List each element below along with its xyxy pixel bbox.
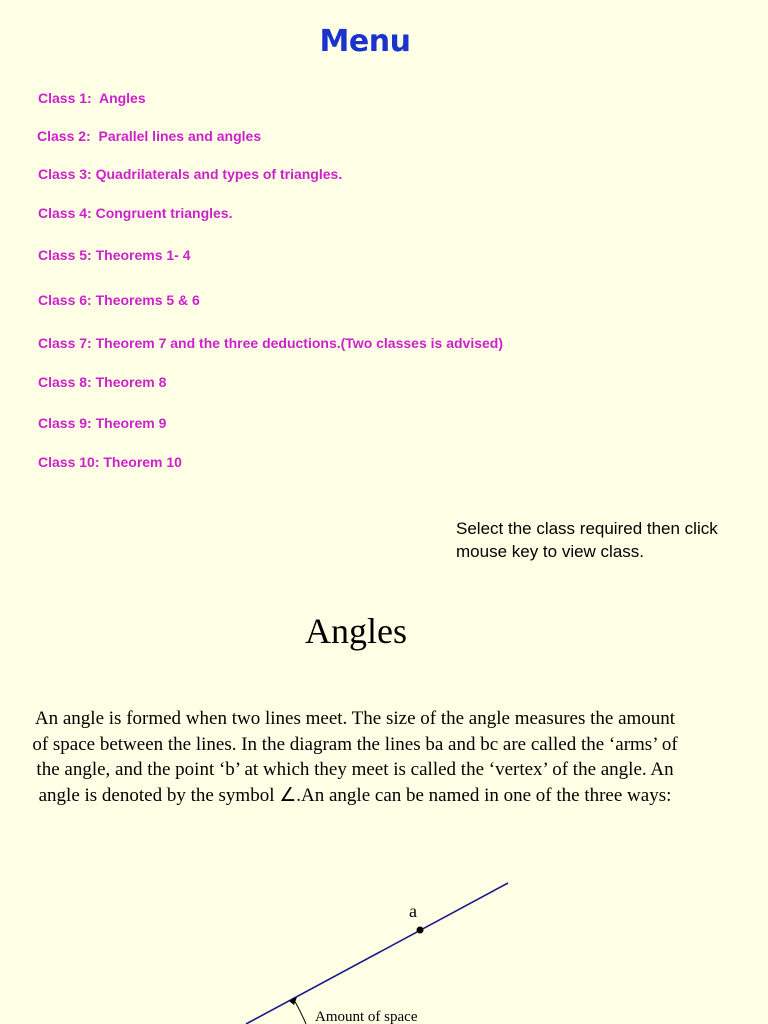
menu-item-class-8[interactable]: Class 8: Theorem 8 [38, 374, 167, 390]
menu-item-class-10[interactable]: Class 10: Theorem 10 [38, 454, 182, 470]
angle-diagram [0, 860, 768, 1024]
point-a-dot [417, 927, 424, 934]
point-a-label: a [409, 901, 417, 921]
arm-ba-line [246, 883, 508, 1024]
menu-title: Menu [319, 24, 411, 59]
section-title: Angles [305, 611, 407, 651]
menu-item-class-7[interactable]: Class 7: Theorem 7 and the three deductions.(Two classes is advised) [38, 335, 503, 351]
menu-item-class-6[interactable]: Class 6: Theorems 5 & 6 [38, 292, 200, 308]
annotation-label: Amount of space [315, 1009, 418, 1024]
menu-item-class-4[interactable]: Class 4: Congruent triangles. [38, 205, 233, 221]
menu-instruction: Select the class required then click mouse key to view class. [456, 519, 718, 561]
menu-item-class-9[interactable]: Class 9: Theorem 9 [38, 415, 167, 431]
menu-item-class-1[interactable]: Class 1: Angles [38, 90, 146, 106]
menu-item-class-5[interactable]: Class 5: Theorems 1- 4 [38, 247, 191, 263]
menu-item-class-2[interactable]: Class 2: Parallel lines and angles [37, 128, 262, 144]
section-body-text: An angle is formed when two lines meet. The size of the angle measures the amount of space between the lines. In the diagram the lines ba and bc are called the ‘arms’ of the angle, and the point ‘b’ at which they meet is called the ‘vertex’ of the angle. An angle is denoted by the symbol ∠.An angle can be named in one of the three ways: [32, 708, 678, 806]
menu-item-class-3[interactable]: Class 3: Quadrilaterals and types of triangles. [38, 166, 343, 182]
